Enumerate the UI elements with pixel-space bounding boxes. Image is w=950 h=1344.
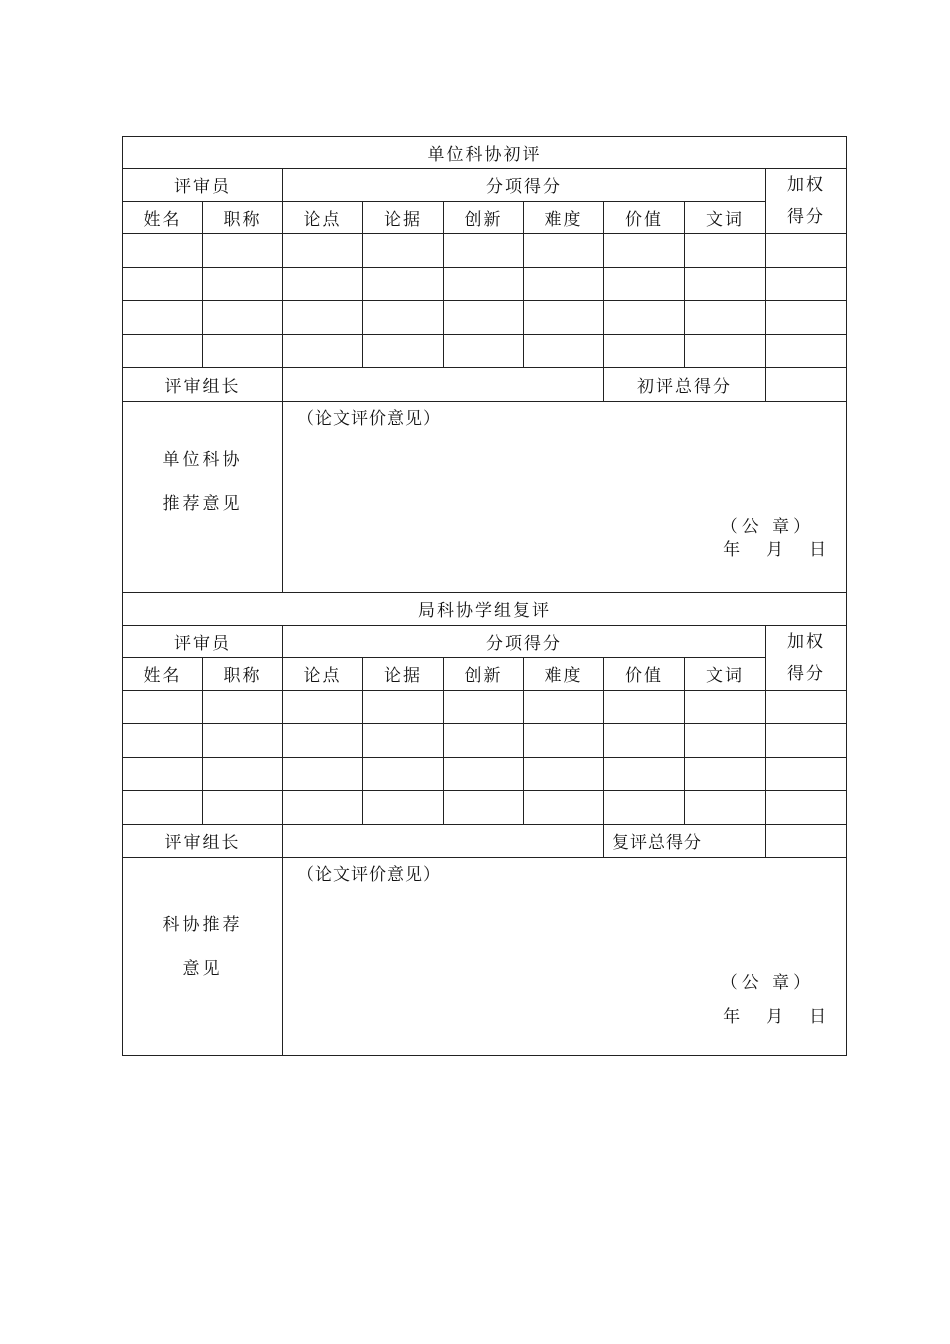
section1-leader-field[interactable] bbox=[283, 368, 604, 402]
cell-name[interactable] bbox=[123, 234, 203, 268]
table-row bbox=[123, 757, 847, 791]
cell-difficulty[interactable] bbox=[524, 724, 604, 758]
opinion-label: （论文评价意见） bbox=[297, 408, 441, 429]
weighted-line1: 加权 bbox=[787, 631, 826, 652]
col-value: 价值 bbox=[604, 658, 685, 691]
section2-total-label: 复评总得分 bbox=[604, 824, 766, 858]
col-innovation: 创新 bbox=[444, 201, 524, 234]
section2-opinion-side bbox=[123, 858, 283, 1056]
cell-name[interactable] bbox=[123, 301, 203, 335]
col-innovation: 创新 bbox=[444, 658, 524, 691]
section2-opinion-area[interactable] bbox=[283, 858, 847, 1056]
section2-subscore-header: 分项得分 bbox=[283, 625, 766, 658]
cell-value[interactable] bbox=[604, 724, 685, 758]
section1-title: 单位科协初评 bbox=[123, 137, 847, 169]
cell-writing[interactable] bbox=[685, 234, 766, 268]
col-writing: 文词 bbox=[685, 201, 766, 234]
cell-title[interactable] bbox=[203, 757, 283, 791]
cell-argument[interactable] bbox=[283, 267, 363, 301]
cell-innovation[interactable] bbox=[444, 234, 524, 268]
weighted-line2: 得分 bbox=[787, 207, 826, 227]
cell-value[interactable] bbox=[604, 234, 685, 268]
opinion-side-line1: 科协推荐 bbox=[162, 914, 243, 935]
cell-evidence[interactable] bbox=[363, 791, 444, 825]
date-day: 日 bbox=[809, 539, 827, 560]
cell-writing[interactable] bbox=[685, 267, 766, 301]
table-row bbox=[123, 334, 847, 368]
section2-total-field[interactable] bbox=[766, 824, 847, 858]
cell-weighted-score[interactable] bbox=[766, 690, 847, 724]
col-difficulty: 难度 bbox=[524, 658, 604, 691]
cell-title[interactable] bbox=[203, 724, 283, 758]
col-name: 姓名 bbox=[123, 658, 203, 691]
cell-evidence[interactable] bbox=[363, 724, 444, 758]
cell-innovation[interactable] bbox=[444, 301, 524, 335]
table-row bbox=[123, 234, 847, 268]
section2-leader-label: 评审组长 bbox=[123, 824, 283, 858]
seal-label: （公 章） bbox=[720, 516, 815, 537]
cell-innovation[interactable] bbox=[444, 724, 524, 758]
cell-difficulty[interactable] bbox=[524, 234, 604, 268]
table-row bbox=[123, 301, 847, 335]
cell-weighted-score[interactable] bbox=[766, 724, 847, 758]
cell-title[interactable] bbox=[203, 301, 283, 335]
cell-evidence[interactable] bbox=[363, 267, 444, 301]
cell-name[interactable] bbox=[123, 724, 203, 758]
cell-writing[interactable] bbox=[685, 334, 766, 368]
cell-difficulty[interactable] bbox=[524, 757, 604, 791]
section1-opinion-area[interactable] bbox=[283, 401, 847, 592]
section2-title: 局科协学组复评 bbox=[123, 592, 847, 625]
section2-leader-field[interactable] bbox=[283, 824, 604, 858]
cell-evidence[interactable] bbox=[363, 690, 444, 724]
col-title: 职称 bbox=[203, 658, 283, 691]
cell-evidence[interactable] bbox=[363, 334, 444, 368]
cell-difficulty[interactable] bbox=[524, 334, 604, 368]
date-month: 月 bbox=[766, 1007, 784, 1027]
cell-difficulty[interactable] bbox=[524, 301, 604, 335]
weighted-line1: 加权 bbox=[787, 175, 826, 195]
cell-value[interactable] bbox=[604, 301, 685, 335]
cell-writing[interactable] bbox=[685, 791, 766, 825]
section1-total-field[interactable] bbox=[766, 368, 847, 402]
cell-value[interactable] bbox=[604, 334, 685, 368]
table-row bbox=[123, 267, 847, 301]
col-title: 职称 bbox=[203, 201, 283, 234]
date-month: 月 bbox=[766, 539, 784, 560]
weighted-line2: 得分 bbox=[787, 663, 826, 684]
cell-weighted-score[interactable] bbox=[766, 334, 847, 368]
cell-value[interactable] bbox=[604, 267, 685, 301]
cell-weighted-score[interactable] bbox=[766, 267, 847, 301]
cell-writing[interactable] bbox=[685, 301, 766, 335]
section2-weighted-score-header bbox=[766, 625, 847, 690]
cell-argument[interactable] bbox=[283, 791, 363, 825]
section1-leader-label: 评审组长 bbox=[123, 368, 283, 402]
cell-value[interactable] bbox=[604, 757, 685, 791]
cell-argument[interactable] bbox=[283, 234, 363, 268]
cell-value[interactable] bbox=[604, 690, 685, 724]
cell-value[interactable] bbox=[604, 791, 685, 825]
cell-weighted-score[interactable] bbox=[766, 234, 847, 268]
cell-argument[interactable] bbox=[283, 757, 363, 791]
cell-innovation[interactable] bbox=[444, 791, 524, 825]
cell-title[interactable] bbox=[203, 690, 283, 724]
cell-name[interactable] bbox=[123, 757, 203, 791]
section1-weighted-score-header bbox=[766, 169, 847, 234]
cell-writing[interactable] bbox=[685, 690, 766, 724]
col-evidence: 论据 bbox=[363, 201, 444, 234]
table-row bbox=[123, 690, 847, 724]
section2-reviewer-header: 评审员 bbox=[123, 625, 283, 658]
cell-innovation[interactable] bbox=[444, 334, 524, 368]
section1-subscore-header: 分项得分 bbox=[283, 169, 766, 202]
col-writing: 文词 bbox=[685, 658, 766, 691]
cell-writing[interactable] bbox=[685, 724, 766, 758]
opinion-side-line2: 推荐意见 bbox=[162, 493, 243, 514]
col-difficulty: 难度 bbox=[524, 201, 604, 234]
cell-title[interactable] bbox=[203, 267, 283, 301]
table-row bbox=[123, 791, 847, 825]
col-value: 价值 bbox=[604, 201, 685, 234]
opinion-side-line1: 单位科协 bbox=[162, 449, 243, 470]
section1-total-label: 初评总得分 bbox=[604, 368, 766, 402]
cell-difficulty[interactable] bbox=[524, 791, 604, 825]
opinion-side-line2: 意见 bbox=[182, 958, 223, 979]
cell-argument[interactable] bbox=[283, 301, 363, 335]
cell-innovation[interactable] bbox=[444, 267, 524, 301]
cell-title[interactable] bbox=[203, 791, 283, 825]
cell-argument[interactable] bbox=[283, 690, 363, 724]
cell-title[interactable] bbox=[203, 334, 283, 368]
col-argument: 论点 bbox=[283, 658, 363, 691]
cell-evidence[interactable] bbox=[363, 301, 444, 335]
col-name: 姓名 bbox=[123, 201, 203, 234]
review-form bbox=[122, 136, 846, 1056]
cell-weighted-score[interactable] bbox=[766, 791, 847, 825]
review-table bbox=[122, 136, 847, 1056]
section1-reviewer-header: 评审员 bbox=[123, 169, 283, 202]
cell-weighted-score[interactable] bbox=[766, 757, 847, 791]
cell-writing[interactable] bbox=[685, 757, 766, 791]
section1-opinion-side bbox=[123, 401, 283, 592]
cell-name[interactable] bbox=[123, 791, 203, 825]
date-line bbox=[723, 535, 826, 560]
date-year: 年 bbox=[723, 539, 741, 560]
cell-name[interactable] bbox=[123, 690, 203, 724]
cell-innovation[interactable] bbox=[444, 690, 524, 724]
date-line bbox=[723, 1002, 826, 1027]
cell-weighted-score[interactable] bbox=[766, 301, 847, 335]
table-row bbox=[123, 724, 847, 758]
opinion-label: （论文评价意见） bbox=[297, 865, 441, 885]
date-day: 日 bbox=[809, 1007, 827, 1027]
cell-evidence[interactable] bbox=[363, 757, 444, 791]
cell-name[interactable] bbox=[123, 334, 203, 368]
col-evidence: 论据 bbox=[363, 658, 444, 691]
cell-difficulty[interactable] bbox=[524, 690, 604, 724]
cell-title[interactable] bbox=[203, 234, 283, 268]
cell-argument[interactable] bbox=[283, 724, 363, 758]
date-year: 年 bbox=[723, 1007, 741, 1027]
cell-evidence[interactable] bbox=[363, 234, 444, 268]
cell-innovation[interactable] bbox=[444, 757, 524, 791]
seal-label: （公 章） bbox=[720, 973, 815, 993]
cell-name[interactable] bbox=[123, 267, 203, 301]
cell-argument[interactable] bbox=[283, 334, 363, 368]
col-argument: 论点 bbox=[283, 201, 363, 234]
cell-difficulty[interactable] bbox=[524, 267, 604, 301]
